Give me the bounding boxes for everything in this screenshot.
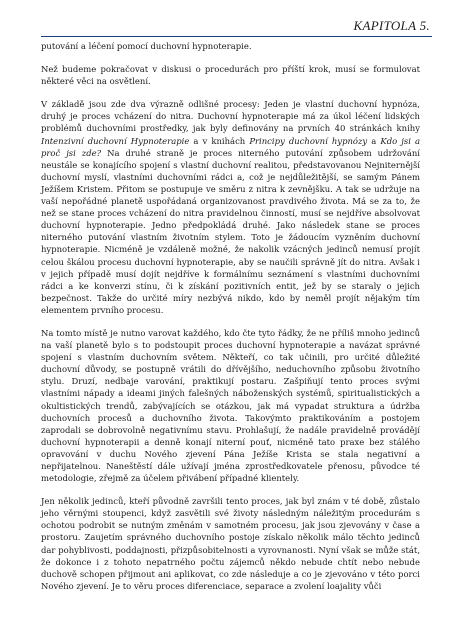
- book-title-intenzivni: Intenzivní duchovní Hypnoterapie: [41, 135, 190, 146]
- book-title-principy: Principy duchovní hypnózy: [249, 135, 368, 146]
- paragraph-2: Než budeme pokračovat v diskusi o procedurách pro příští krok, musí se formulovat některé věci na osvětlení.: [41, 64, 420, 87]
- paragraph-4: Na tomto místě je nutno varovat každého, kdo čte tyto řádky, že ne příliš mnoho jedinců na vaší planetě bylo s to podstoupit proces duchovní hypnoterapie a navázat správné spojení s vlastním duchovním světem. Někteří, co tak učinili, pro určité důležité duchovní důvody, se postupně vrátili do dřívějšího, neduchovního způsobu životního stylu. Druzí, nedbaje varování, praktikují postaru. Zašpiňují tento proces svými vlastními nápady a ideami jiných falešných náboženských systémů, spiritualistických a okultistických trendů, zabývajících se otázkou, jak má vypadat struktura a údržba duchovních procesů a duchovního života. Takovýmto praktikováním a postojem zaprodali se dobrovolně negativnímu stavu. Prohlašují, že nadále pravidelně provádějí duchovní hypnoterapii a denně konají niterní pouť, nicméně tato praxe bez stálého opravování v duchu Nového zjevení Pána Ježíše Krista se stala negativní a nepřijatelnou. Naneštěstí dále užívají jména zprostředkovatele přenosu, původce té metodologie, zřejmě za účelem přivábení případné klientely.: [41, 327, 420, 484]
- paragraph-3-part-a: V základě jsou zde dva výrazně odlišné procesy: Jeden je vlastní duchovní hypnóza, druhý je proces vcházení do nitra. Duchovní hypnoterapie má za úkol léčení lidských problémů duchovními prostředky, jak byly definovány na prvních 40 stránkách knihy: [41, 99, 420, 134]
- paragraph-3: [41, 98, 420, 316]
- paragraph-3-part-b: a v knihách: [189, 135, 250, 146]
- paragraph-1: putování a léčení pomocí duchovní hypnoterapie.: [41, 41, 252, 51]
- paragraph-3-part-d: Na druhé straně je proces niterného putování způsobem udržování neustále se konajícího spojení s vlastní duchovní realitou, představovanou Nejniternější duchovní myslí, vlastními duchovními rádci a, což je nejdůležitější, se samým Pánem Ježíšem Kristem. Přitom se postupuje ve směru z nitra k zevnějšku. A tak se udržuje na vaší nepořádné planetě uspořádaná organizovanost pravdivého života. Má se za to, že než se stane proces vcházení do nitra pravidelnou činností, musí se nejdříve absolvovat duchovní hypnoterapie. Jedno předpokládá druhé. Jako následek stane se proces niterného putování vlastním životním stylem. Toto je žádoucím vyzněním duchovní hypnoterapie. Nicméně je vzdáleně možné, že nakolik vzácných jedinců nemusí projít celou škálou procesu duchovní hypnoterapie, aby se naučili správně jít do nitra. Avšak i v jejich případě musí dojít nejdříve k formálnímu seznámení s vlastními duchovními rádci a ke konverzi stínu, či k získání pozitivních entit, jež by se staraly o jejich bezpečnost. Takže do určité míry nezbývá nikdo, kdo by neměl projít nějakým tím elementem prvního procesu.: [41, 147, 420, 315]
- paragraph-3-part-c: a: [367, 135, 381, 146]
- body-text: [41, 40, 420, 603]
- paragraph-5: Jen několik jedinců, kteří původně završili tento proces, jak byl znám v té době, zůstalo jeho věrnými stoupenci, když zasvětili své životy následným náležitým procedurám s ochotou podrobit se nutným změnám v samotném procesu, jak jsou zjevovány v čase a prostoru. Zaujetím správného duchovního postoje získalo několik málo těchto jedinců dar pohyblivosti, poddajnosti, přizpůsobitelnosti a vyrovnanosti. Nyní však se může stát, že dokonce i z tohoto nepatrného počtu zájemců někdo nebude chtít nebo nebude duchově schopen přijmout ani aplikovat, co zde následuje a co je zjevováno v této porci Nového zjevení. Je to věru proces diferenciace, separace a zvolení loajality vůči: [41, 496, 420, 591]
- chapter-header: KAPITOLA 5.: [353, 18, 430, 33]
- book-title-kdo-jsi: Kdo jsi a proč jsi zde?: [41, 135, 420, 158]
- header-rule: [41, 36, 432, 37]
